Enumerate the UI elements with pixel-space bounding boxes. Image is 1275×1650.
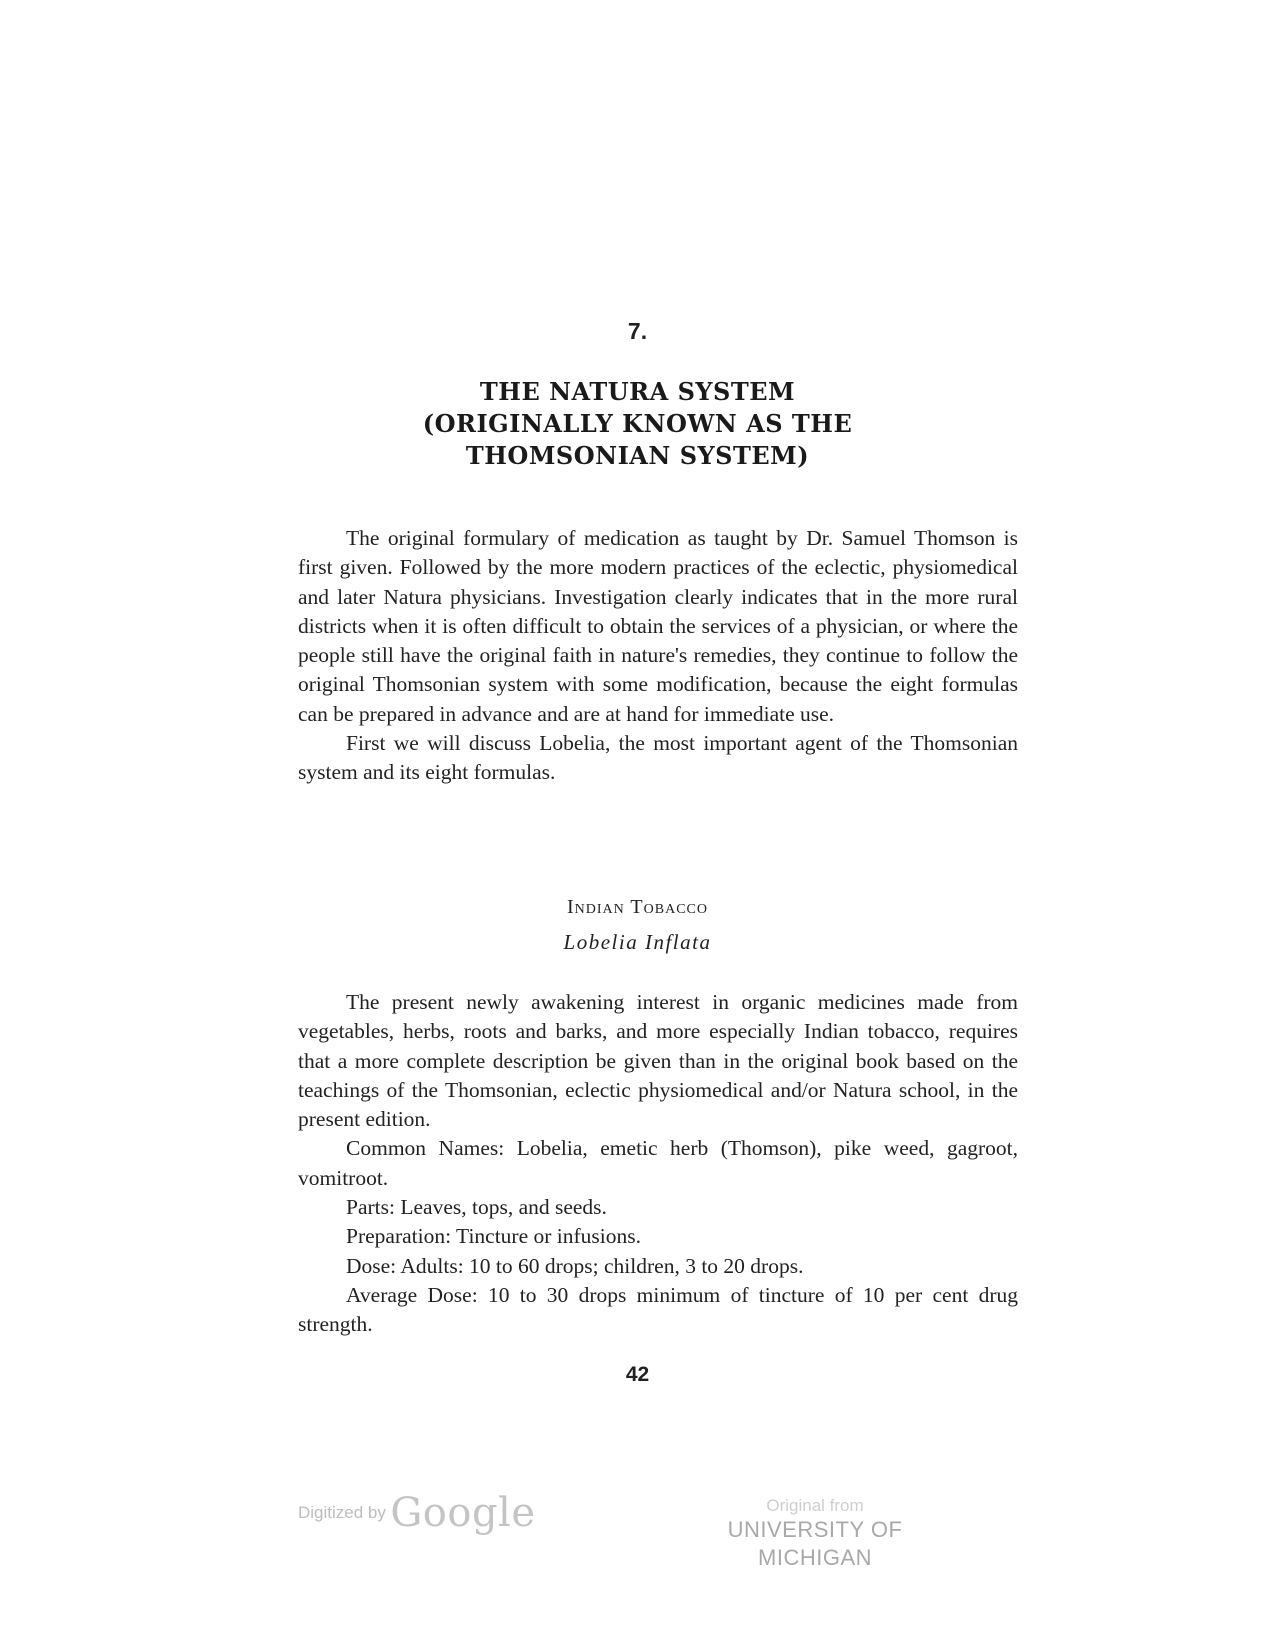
lobelia-paragraph: The present newly awakening interest in organic medicines made from vegetables, herbs, roots and barks, and more especially Indian tobacco, requires that a more complete description be given than in the original book based on the teachings of the Thomsonian, eclectic physiomedical and/or Natura school, in the present edition. [298, 990, 1018, 1132]
page-number: 42 [625, 1363, 650, 1386]
chapter-title-line: THOMSONIAN SYSTEM) [465, 441, 810, 470]
chapter-number: 7. [627, 318, 648, 344]
section-subheading: Lobelia Inflata [563, 930, 712, 954]
chapter-title-line: (ORIGINALLY KNOWN AS THE [422, 409, 853, 438]
intro-section [298, 524, 1018, 788]
institution-name: UNIVERSITY OF MICHIGAN [727, 1517, 903, 1570]
lobelia-paragraph: Average Dose: 10 to 30 drops minimum of tincture of 10 per cent drug strength. [298, 1282, 1018, 1337]
section-heading: Indian Tobacco [567, 896, 708, 918]
lobelia-section [298, 988, 1018, 1340]
chapter-title [0, 376, 1275, 472]
original-from-label: Original from [766, 1496, 864, 1515]
original-from-watermark [670, 1496, 960, 1572]
lobelia-paragraph: Common Names: Lobelia, emetic herb (Thomson), pike weed, gagroot, vomitroot. [298, 1136, 1018, 1190]
google-logo: Google [390, 1490, 536, 1536]
intro-paragraph: The original formulary of medication as taught by Dr. Samuel Thomson is first given. Followed by the more modern practices of the eclectic, physiomedical and later Natura physicians. Investigation clearly indicates that in the more rural districts when it is often difficult to obtain the services of a physician, or where the people still have the original faith in nature's remedies, they continue to follow the original Thomsonian system with some modification, because the eight formulas can be prepared in advance and are at hand for immediate use. [298, 526, 1018, 726]
digitized-by-watermark [298, 1490, 536, 1536]
digitized-by-label: Digitized by [298, 1503, 386, 1522]
chapter-title-line: THE NATURA SYSTEM [479, 377, 796, 406]
intro-paragraph: First we will discuss Lobelia, the most important agent of the Thomsonian system and its eight formulas. [298, 731, 1018, 785]
lobelia-paragraph: Preparation: Tincture or infusions. [346, 1224, 642, 1249]
lobelia-paragraph: Dose: Adults: 10 to 60 drops; children, 3 to 20 drops. [346, 1253, 804, 1278]
lobelia-paragraph: Parts: Leaves, tops, and seeds. [346, 1195, 607, 1220]
